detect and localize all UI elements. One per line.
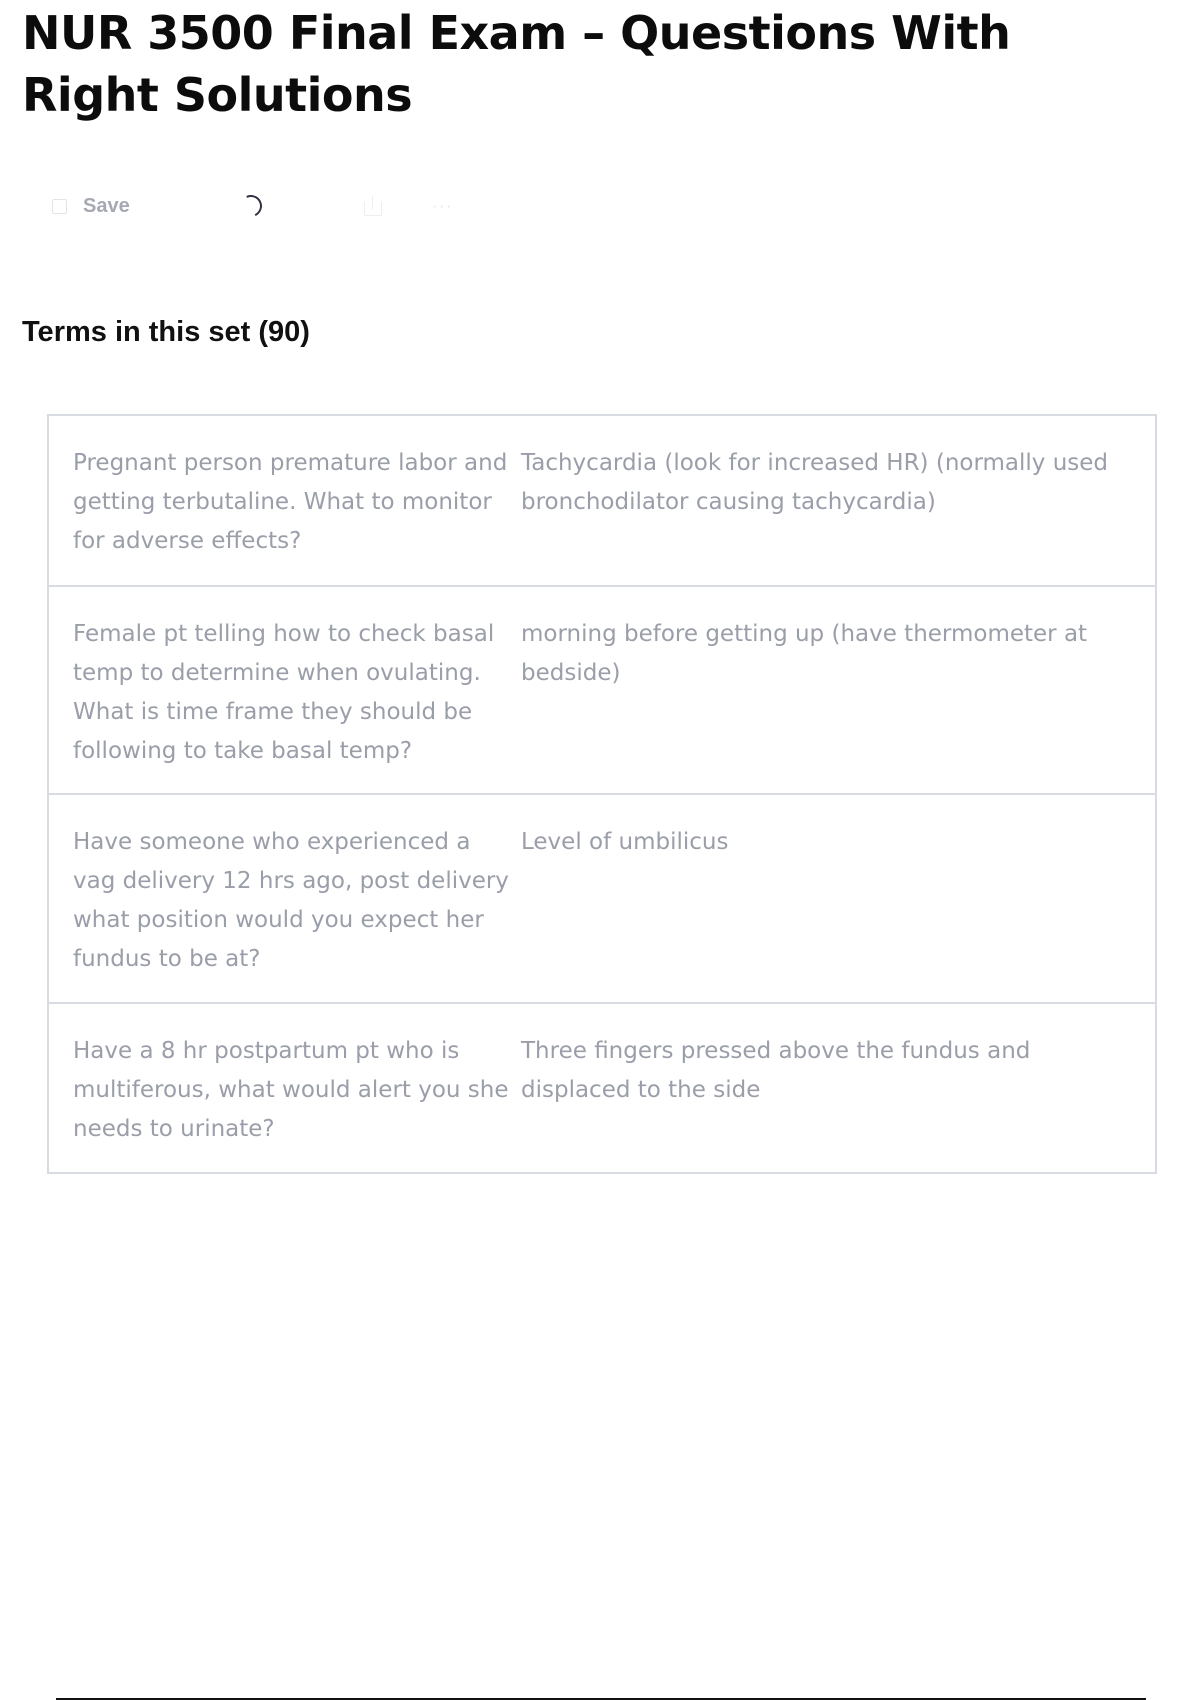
term-question: Have a 8 hr postpartum pt who is multiferous, what would alert you she needs to urinate? [73, 1038, 509, 1142]
loading-indicator [240, 188, 262, 224]
term-question: Pregnant person premature labor and getting terbutaline. What to monitor for adverse effects? [73, 450, 508, 554]
terms-list [47, 414, 1157, 1174]
save-button[interactable] [52, 188, 130, 224]
share-icon [364, 196, 382, 216]
loading-spinner-icon [237, 192, 265, 220]
share-button[interactable] [364, 188, 382, 224]
term-row[interactable] [49, 585, 1155, 793]
term-row[interactable] [49, 793, 1155, 1002]
page-title: NUR 3500 Final Exam – Questions With Right Solutions [22, 6, 1011, 122]
term-row[interactable] [49, 1002, 1155, 1172]
term-answer: morning before getting up (have thermometer at bedside) [521, 621, 1088, 686]
more-options-button[interactable] [432, 188, 453, 224]
term-answer: Level of umbilicus [521, 829, 729, 855]
term-question: Female pt telling how to check basal temp to determine when ovulating. What is time frame they should be following to take basal temp? [73, 621, 495, 764]
bookmark-icon [52, 199, 67, 214]
term-question: Have someone who experienced a vag delivery 12 hrs ago, post delivery what position would you expect her fundus to be at? [73, 829, 509, 972]
toolbar [52, 188, 552, 224]
more-options-icon: ··· [432, 196, 454, 216]
term-answer: Tachycardia (look for increased HR) (normally used bronchodilator causing tachycardia) [521, 450, 1109, 515]
save-label: Save [83, 194, 130, 217]
terms-heading: Terms in this set (90) [22, 316, 310, 348]
term-answer: Three fingers pressed above the fundus and displaced to the side [521, 1038, 1031, 1103]
term-row[interactable] [49, 416, 1155, 585]
